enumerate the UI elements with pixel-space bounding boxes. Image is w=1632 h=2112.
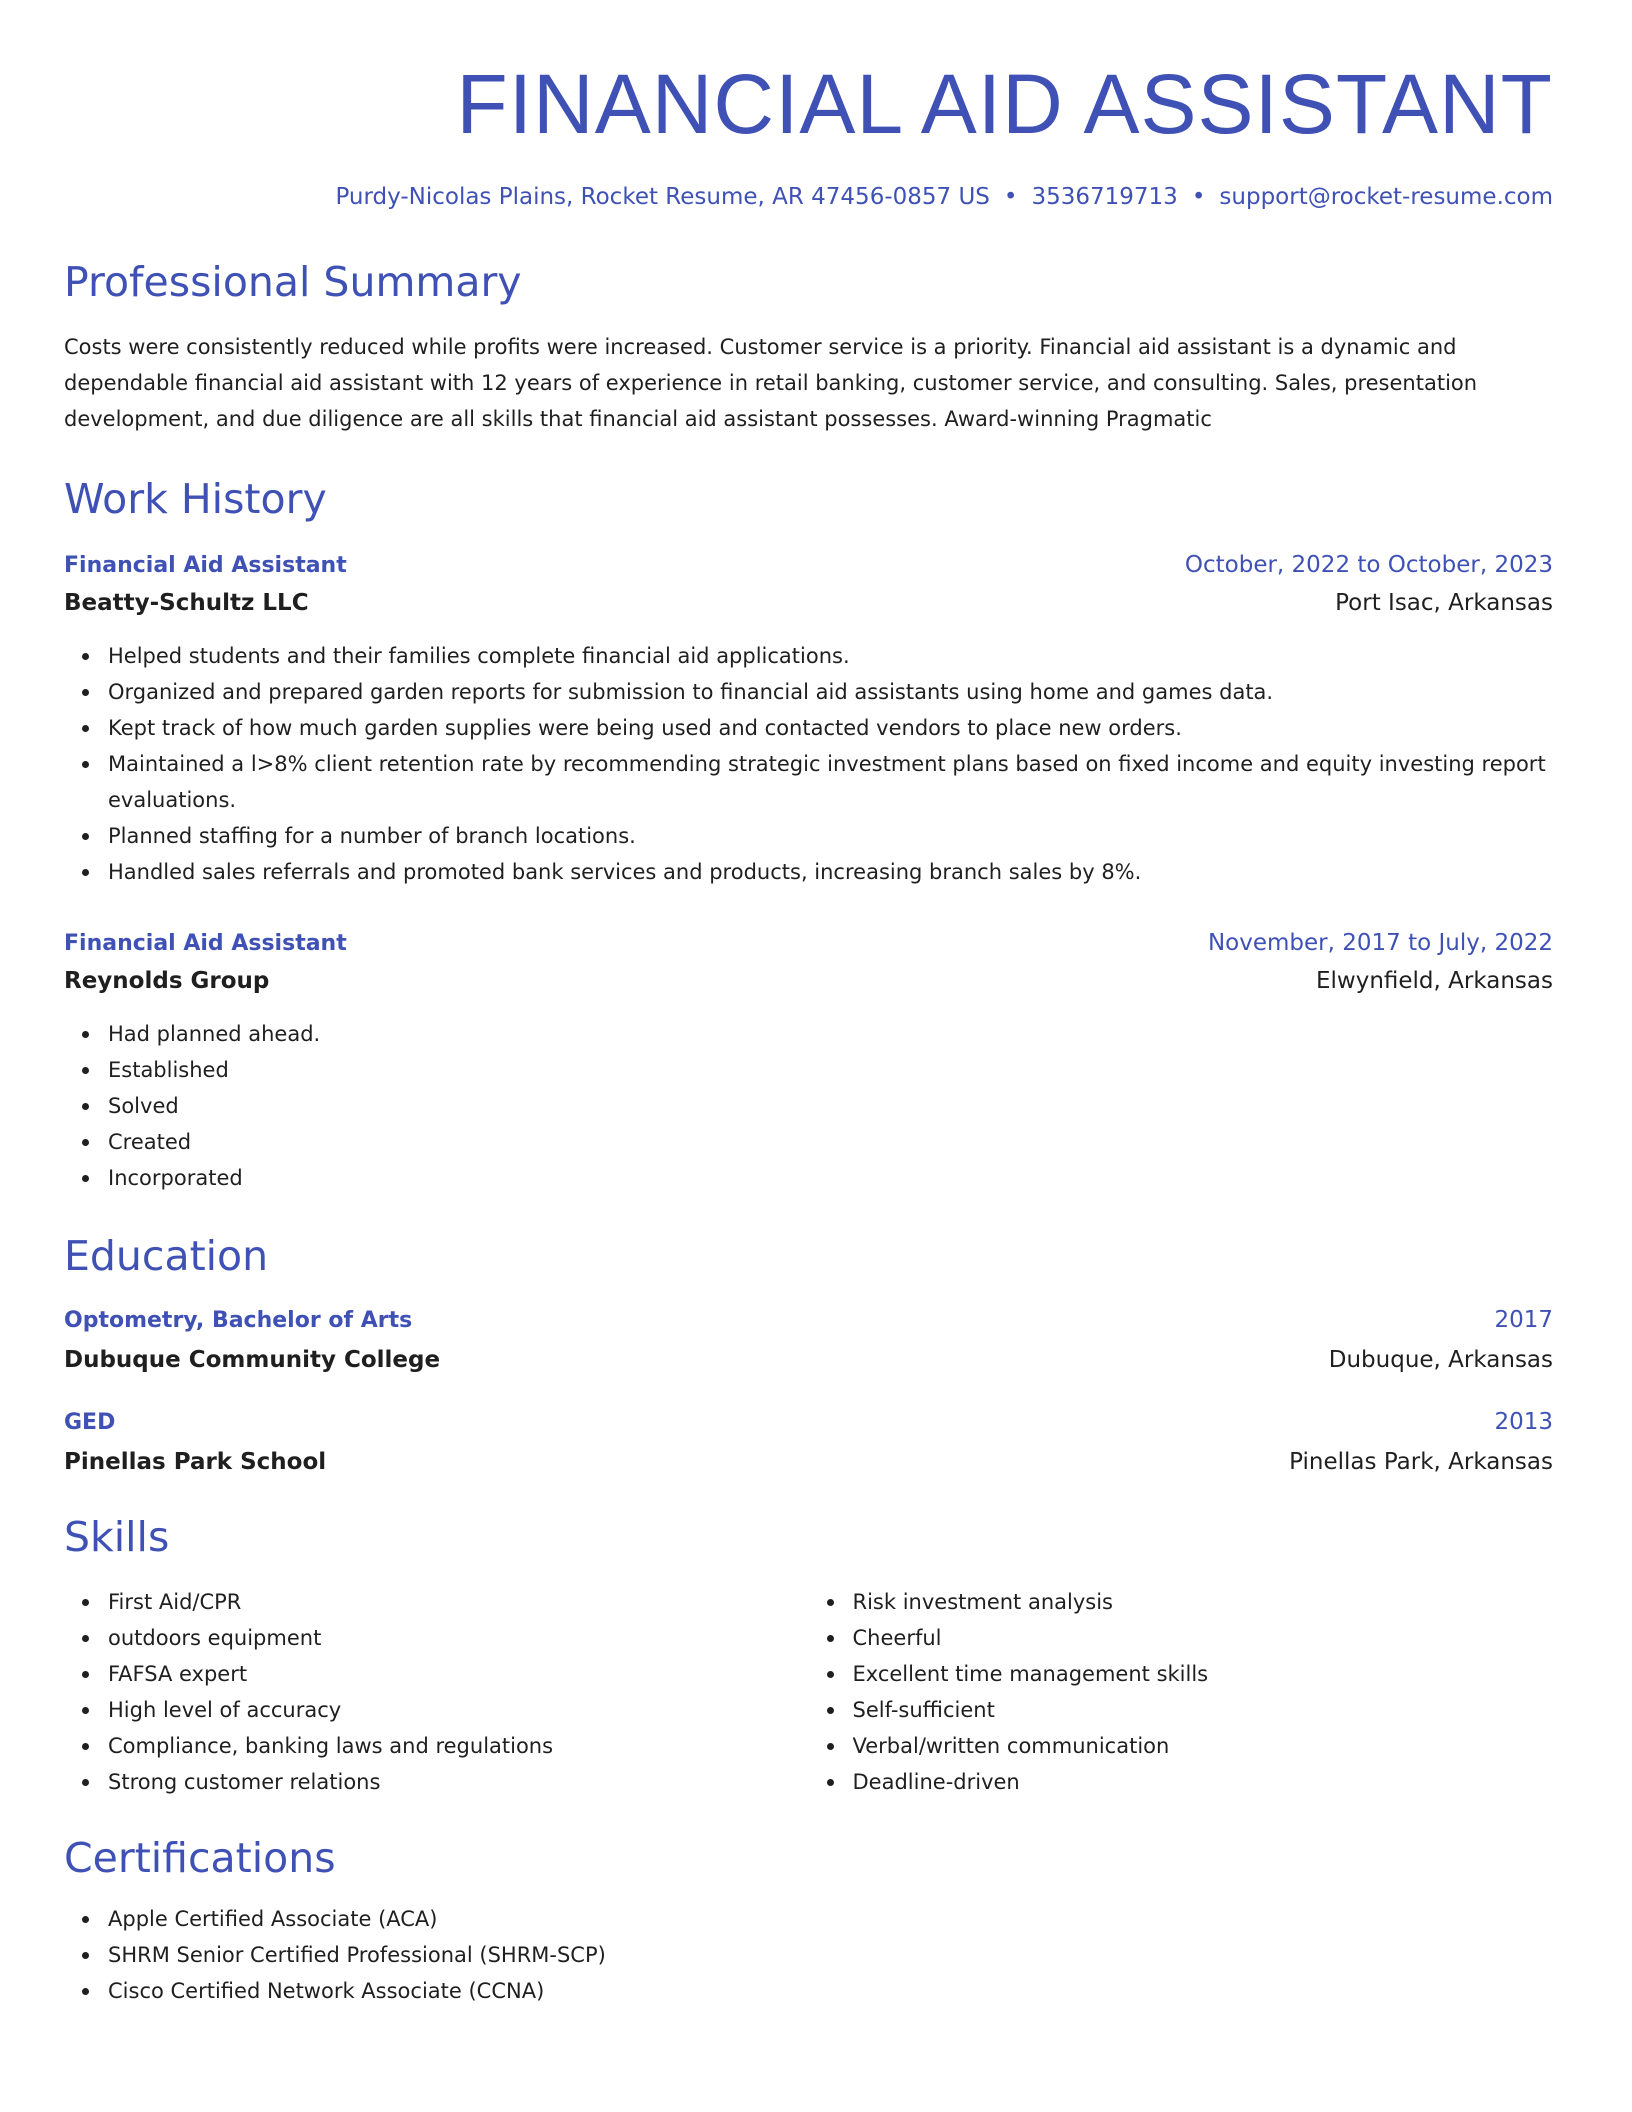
job-company-row	[64, 590, 1553, 616]
contact-email[interactable]: support@rocket-resume.com	[1219, 184, 1553, 210]
job-dates: November, 2017 to July, 2022	[1207, 930, 1553, 956]
education-school-row	[64, 1347, 1553, 1373]
summary-heading: Professional Summary	[64, 258, 522, 306]
contact-address: Purdy-Nicolas Plains, Rocket Resume, AR 47456-0857 US	[335, 184, 990, 210]
education-school-row	[64, 1449, 1553, 1475]
education-degree: GED	[64, 1410, 116, 1435]
job-title-row	[64, 930, 1553, 956]
skills-list-right	[809, 1584, 1554, 1800]
skill-item: FAFSA expert	[108, 1656, 809, 1692]
job-company: Beatty-Schultz LLC	[64, 590, 309, 616]
skill-item: Strong customer relations	[108, 1764, 809, 1800]
job-entry	[64, 930, 1553, 1196]
summary-text: Costs were consistently reduced while profits were increased. Customer service is a priority. Financial aid assistant is a dynamic and dependable financial aid assistant with 12 years of experience in retail banking, customer service, and consulting. Sales, presentation development, and due diligence are all skills that financial aid assistant possesses. Award-winning Pragmatic	[64, 335, 1478, 431]
certifications-heading: Certifications	[64, 1834, 336, 1882]
skills-heading: Skills	[64, 1513, 170, 1561]
education-degree: Optometry, Bachelor of Arts	[64, 1308, 413, 1333]
education-degree-row	[64, 1409, 1553, 1435]
skill-item: Excellent time management skills	[853, 1656, 1554, 1692]
contact-line	[64, 184, 1553, 210]
job-bullet: Solved	[108, 1088, 1553, 1124]
skill-item: First Aid/CPR	[108, 1584, 809, 1620]
job-bullet: Kept track of how much garden supplies were being used and contacted vendors to place new orders.	[108, 710, 1553, 746]
contact-separator: •	[1191, 184, 1206, 210]
job-bullet-list	[64, 638, 1553, 890]
skill-item: outdoors equipment	[108, 1620, 809, 1656]
skills-grid	[64, 1562, 1553, 1800]
skill-item: Compliance, banking laws and regulations	[108, 1728, 809, 1764]
job-bullet: Planned staffing for a number of branch locations.	[108, 818, 1553, 854]
job-location: Elwynfield, Arkansas	[1315, 968, 1553, 994]
job-title-row	[64, 552, 1553, 578]
job-bullet: Handled sales referrals and promoted bank services and products, increasing branch sales by 8%.	[108, 854, 1553, 890]
certification-item: Cisco Certified Network Associate (CCNA)	[108, 1973, 1553, 2009]
education-school: Dubuque Community College	[64, 1347, 441, 1373]
resume-page	[64, 40, 1553, 2009]
job-title: Financial Aid Assistant	[64, 931, 347, 956]
education-year: 2017	[1494, 1307, 1553, 1333]
education-location: Dubuque, Arkansas	[1328, 1347, 1553, 1373]
skill-item: Verbal/written communication	[853, 1728, 1554, 1764]
job-bullet: Helped students and their families complete financial aid applications.	[108, 638, 1553, 674]
job-bullet: Incorporated	[108, 1160, 1553, 1196]
skill-item: Cheerful	[853, 1620, 1554, 1656]
certification-item: SHRM Senior Certified Professional (SHRM-SCP)	[108, 1937, 1553, 1973]
skills-list-left	[64, 1584, 809, 1800]
skill-item: Deadline-driven	[853, 1764, 1554, 1800]
skill-item: High level of accuracy	[108, 1692, 809, 1728]
job-company-row	[64, 968, 1553, 994]
certifications-list	[64, 1901, 1553, 2009]
job-bullet: Had planned ahead.	[108, 1016, 1553, 1052]
job-entry	[64, 552, 1553, 890]
education-heading: Education	[64, 1232, 269, 1280]
work-history-heading: Work History	[64, 475, 327, 523]
skill-item: Self-sufficient	[853, 1692, 1554, 1728]
contact-phone[interactable]: 3536719713	[1031, 184, 1178, 210]
job-dates: October, 2022 to October, 2023	[1184, 552, 1553, 578]
job-bullet: Established	[108, 1052, 1553, 1088]
skill-item: Risk investment analysis	[853, 1584, 1554, 1620]
education-location: Pinellas Park, Arkansas	[1289, 1449, 1553, 1475]
education-school: Pinellas Park School	[64, 1449, 327, 1475]
education-entry	[64, 1307, 1553, 1373]
resume-header	[64, 57, 1553, 210]
job-bullet: Organized and prepared garden reports for submission to financial aid assistants using home and games data.	[108, 674, 1553, 710]
job-location: Port Isac, Arkansas	[1335, 590, 1553, 616]
job-title: Financial Aid Assistant	[64, 553, 347, 578]
job-bullet: Created	[108, 1124, 1553, 1160]
education-degree-row	[64, 1307, 1553, 1333]
education-entry	[64, 1409, 1553, 1475]
certification-item: Apple Certified Associate (ACA)	[108, 1901, 1553, 1937]
job-bullet: Maintained a l>8% client retention rate by recommending strategic investment plans based on fixed income and equity investing report evaluations.	[108, 746, 1553, 818]
job-bullet-list	[64, 1016, 1553, 1196]
contact-separator: •	[1003, 184, 1018, 210]
resume-name: FINANCIAL AID ASSISTANT	[456, 57, 1553, 151]
education-year: 2013	[1494, 1409, 1553, 1435]
job-company: Reynolds Group	[64, 968, 270, 994]
